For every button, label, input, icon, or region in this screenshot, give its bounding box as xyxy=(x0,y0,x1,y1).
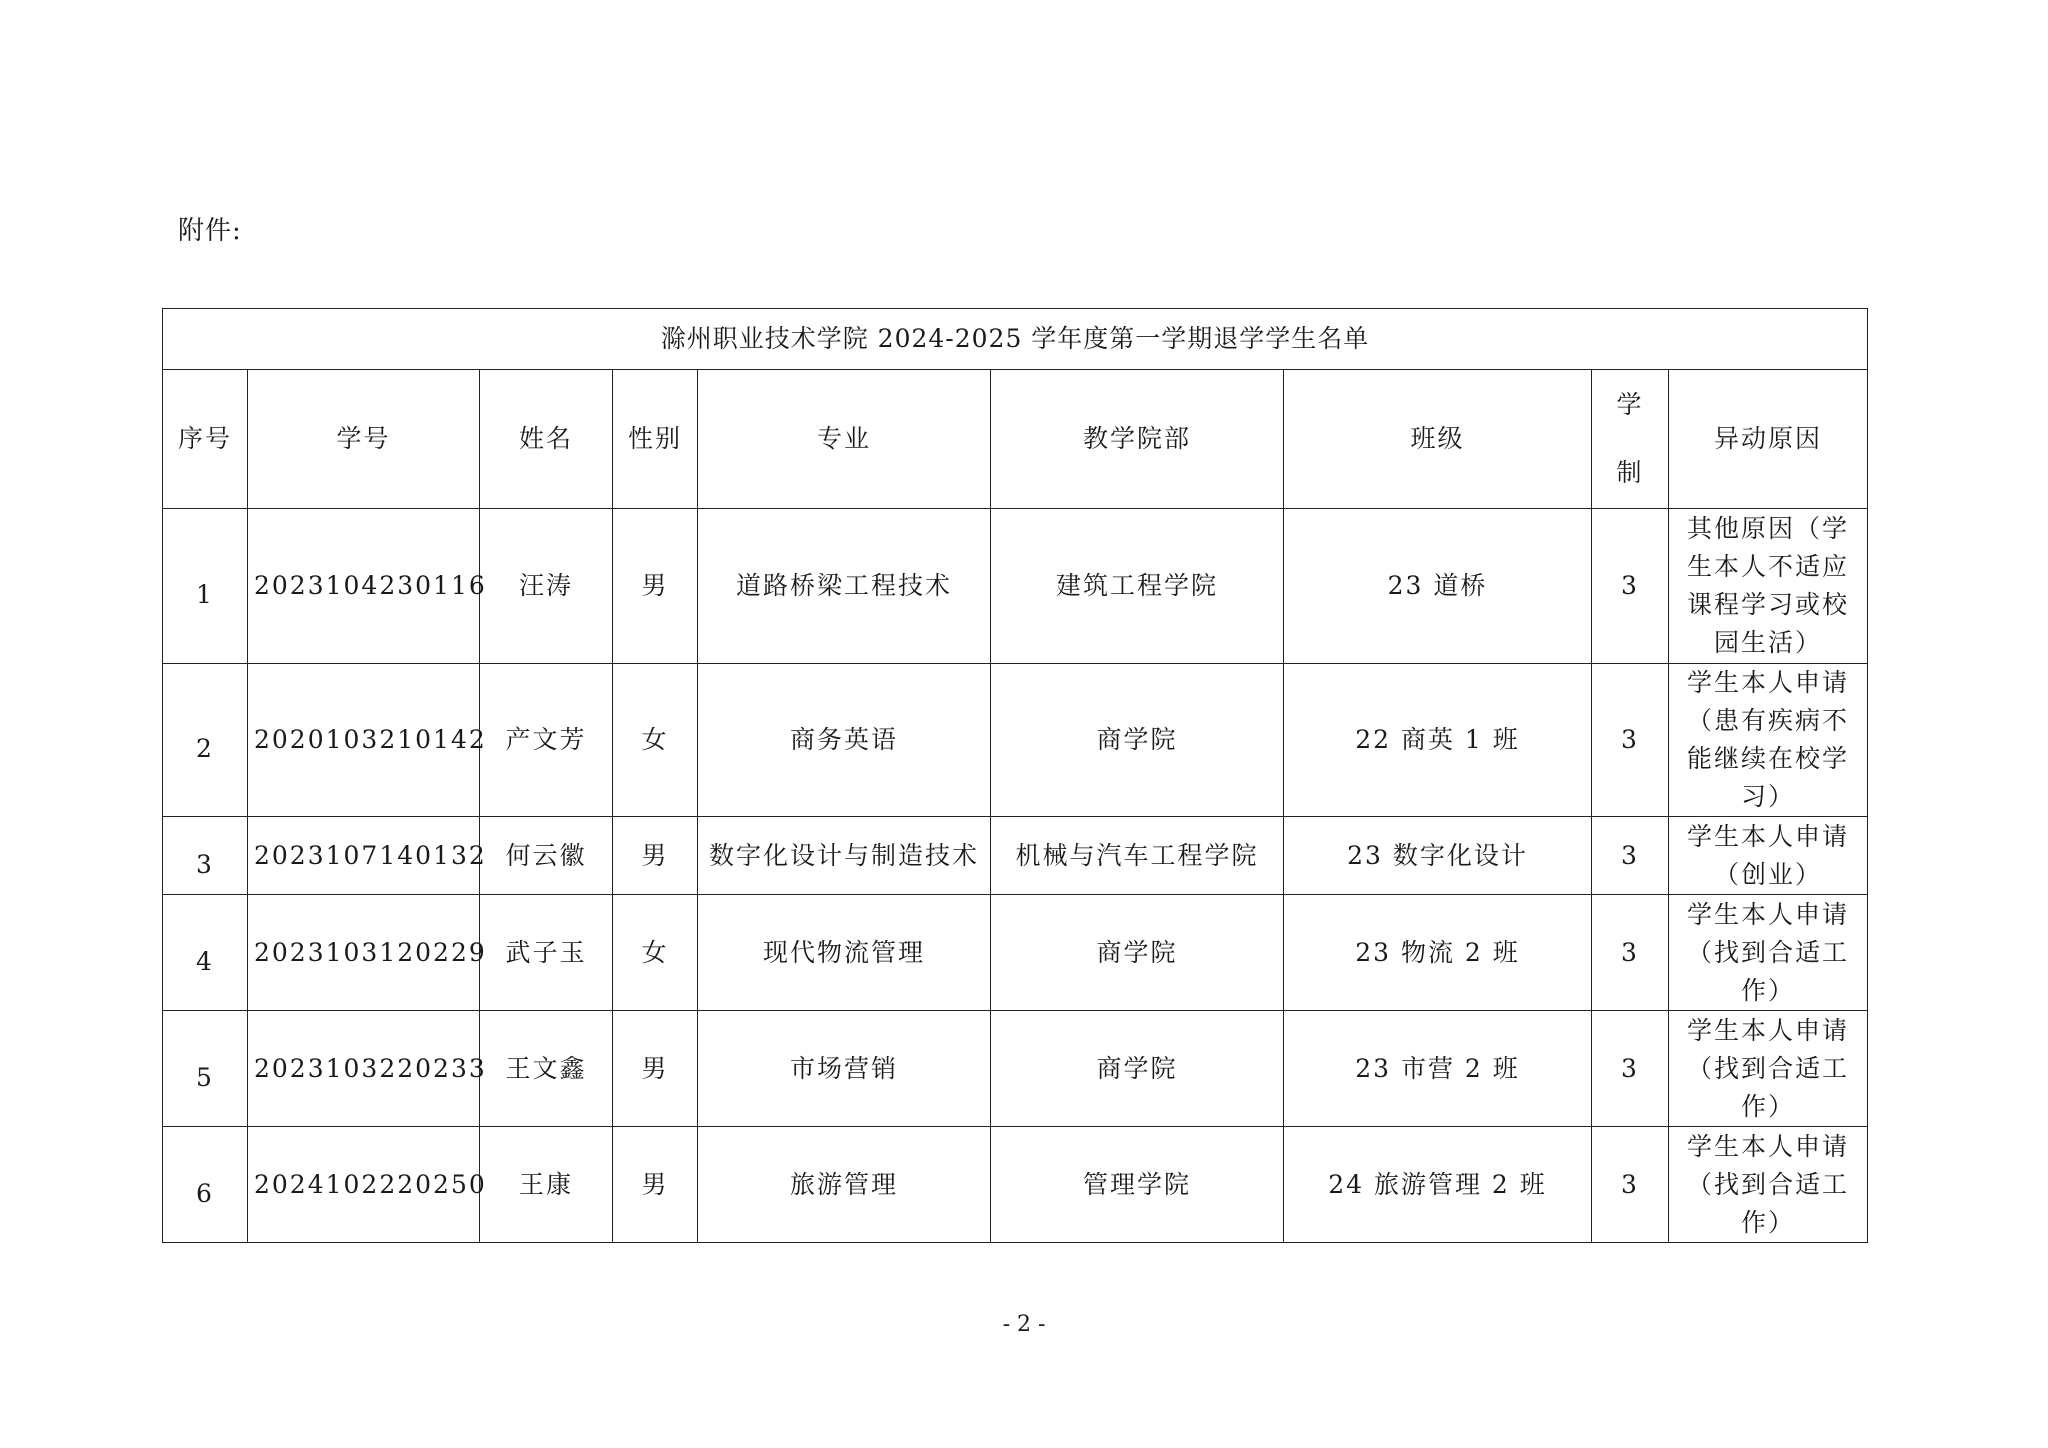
row-major: 道路桥梁工程技术 xyxy=(698,509,991,664)
row-major: 旅游管理 xyxy=(698,1127,991,1243)
row-name: 产文芳 xyxy=(480,664,613,817)
header-class: 班级 xyxy=(1284,370,1592,509)
row-reason: 学生本人申请（找到合适工作） xyxy=(1669,895,1868,1011)
header-name: 姓名 xyxy=(480,370,613,509)
attachment-label: 附件: xyxy=(178,216,242,246)
row-gender: 女 xyxy=(613,664,698,817)
row-duration: 3 xyxy=(1592,509,1669,664)
table-row xyxy=(163,895,1868,1011)
row-reason: 学生本人申请（找到合适工作） xyxy=(1669,1011,1868,1127)
header-department: 教学院部 xyxy=(991,370,1284,509)
header-major: 专业 xyxy=(698,370,991,509)
row-duration: 3 xyxy=(1592,664,1669,817)
row-gender: 女 xyxy=(613,895,698,1011)
header-gender: 性别 xyxy=(613,370,698,509)
row-class: 23 市营 2 班 xyxy=(1284,1011,1592,1127)
header-duration-line1: 学 xyxy=(1616,390,1644,419)
row-class: 23 道桥 xyxy=(1284,509,1592,664)
header-reason: 异动原因 xyxy=(1669,370,1868,509)
row-index: 2 xyxy=(163,664,248,817)
table-row xyxy=(163,509,1868,664)
row-reason: 学生本人申请（创业） xyxy=(1669,817,1868,895)
row-department: 商学院 xyxy=(991,895,1284,1011)
row-major: 商务英语 xyxy=(698,664,991,817)
row-gender: 男 xyxy=(613,1011,698,1127)
row-index: 1 xyxy=(163,509,248,664)
row-major: 市场营销 xyxy=(698,1011,991,1127)
row-class: 22 商英 1 班 xyxy=(1284,664,1592,817)
row-name: 汪涛 xyxy=(480,509,613,664)
row-index: 6 xyxy=(163,1127,248,1243)
header-index: 序号 xyxy=(163,370,248,509)
row-student-id: 2023103120229 xyxy=(248,895,480,1011)
withdrawal-roster-table xyxy=(162,308,1868,1243)
row-class: 24 旅游管理 2 班 xyxy=(1284,1127,1592,1243)
row-name: 王康 xyxy=(480,1127,613,1243)
row-reason: 学生本人申请（患有疾病不能继续在校学习） xyxy=(1669,664,1868,817)
row-duration: 3 xyxy=(1592,817,1669,895)
table-row xyxy=(163,1127,1868,1243)
row-department: 建筑工程学院 xyxy=(991,509,1284,664)
row-duration: 3 xyxy=(1592,895,1669,1011)
page-number: - 2 - xyxy=(1002,1312,1046,1337)
row-department: 商学院 xyxy=(991,1011,1284,1127)
row-index: 3 xyxy=(163,817,248,895)
row-department: 商学院 xyxy=(991,664,1284,817)
row-student-id: 2020103210142 xyxy=(248,664,480,817)
table-header-row xyxy=(163,370,1868,509)
row-index: 4 xyxy=(163,895,248,1011)
row-major: 数字化设计与制造技术 xyxy=(698,817,991,895)
table-title: 滁州职业技术学院 2024-2025 学年度第一学期退学学生名单 xyxy=(163,309,1868,370)
row-duration: 3 xyxy=(1592,1127,1669,1243)
header-duration-line2: 制 xyxy=(1616,458,1644,487)
row-class: 23 数字化设计 xyxy=(1284,817,1592,895)
header-duration xyxy=(1592,370,1669,509)
row-duration: 3 xyxy=(1592,1011,1669,1127)
row-gender: 男 xyxy=(613,1127,698,1243)
row-student-id: 2023103220233 xyxy=(248,1011,480,1127)
row-index: 5 xyxy=(163,1011,248,1127)
row-student-id: 2024102220250 xyxy=(248,1127,480,1243)
row-department: 机械与汽车工程学院 xyxy=(991,817,1284,895)
table-row xyxy=(163,664,1868,817)
row-class: 23 物流 2 班 xyxy=(1284,895,1592,1011)
row-student-id: 2023107140132 xyxy=(248,817,480,895)
row-gender: 男 xyxy=(613,509,698,664)
row-department: 管理学院 xyxy=(991,1127,1284,1243)
table-row xyxy=(163,817,1868,895)
row-gender: 男 xyxy=(613,817,698,895)
row-name: 何云徽 xyxy=(480,817,613,895)
header-student-id: 学号 xyxy=(248,370,480,509)
row-name: 王文鑫 xyxy=(480,1011,613,1127)
row-major: 现代物流管理 xyxy=(698,895,991,1011)
row-reason: 其他原因（学生本人不适应课程学习或校园生活） xyxy=(1669,509,1868,664)
row-name: 武子玉 xyxy=(480,895,613,1011)
row-student-id: 2023104230116 xyxy=(248,509,480,664)
row-reason: 学生本人申请（找到合适工作） xyxy=(1669,1127,1868,1243)
table-title-row xyxy=(163,309,1868,370)
table-row xyxy=(163,1011,1868,1127)
